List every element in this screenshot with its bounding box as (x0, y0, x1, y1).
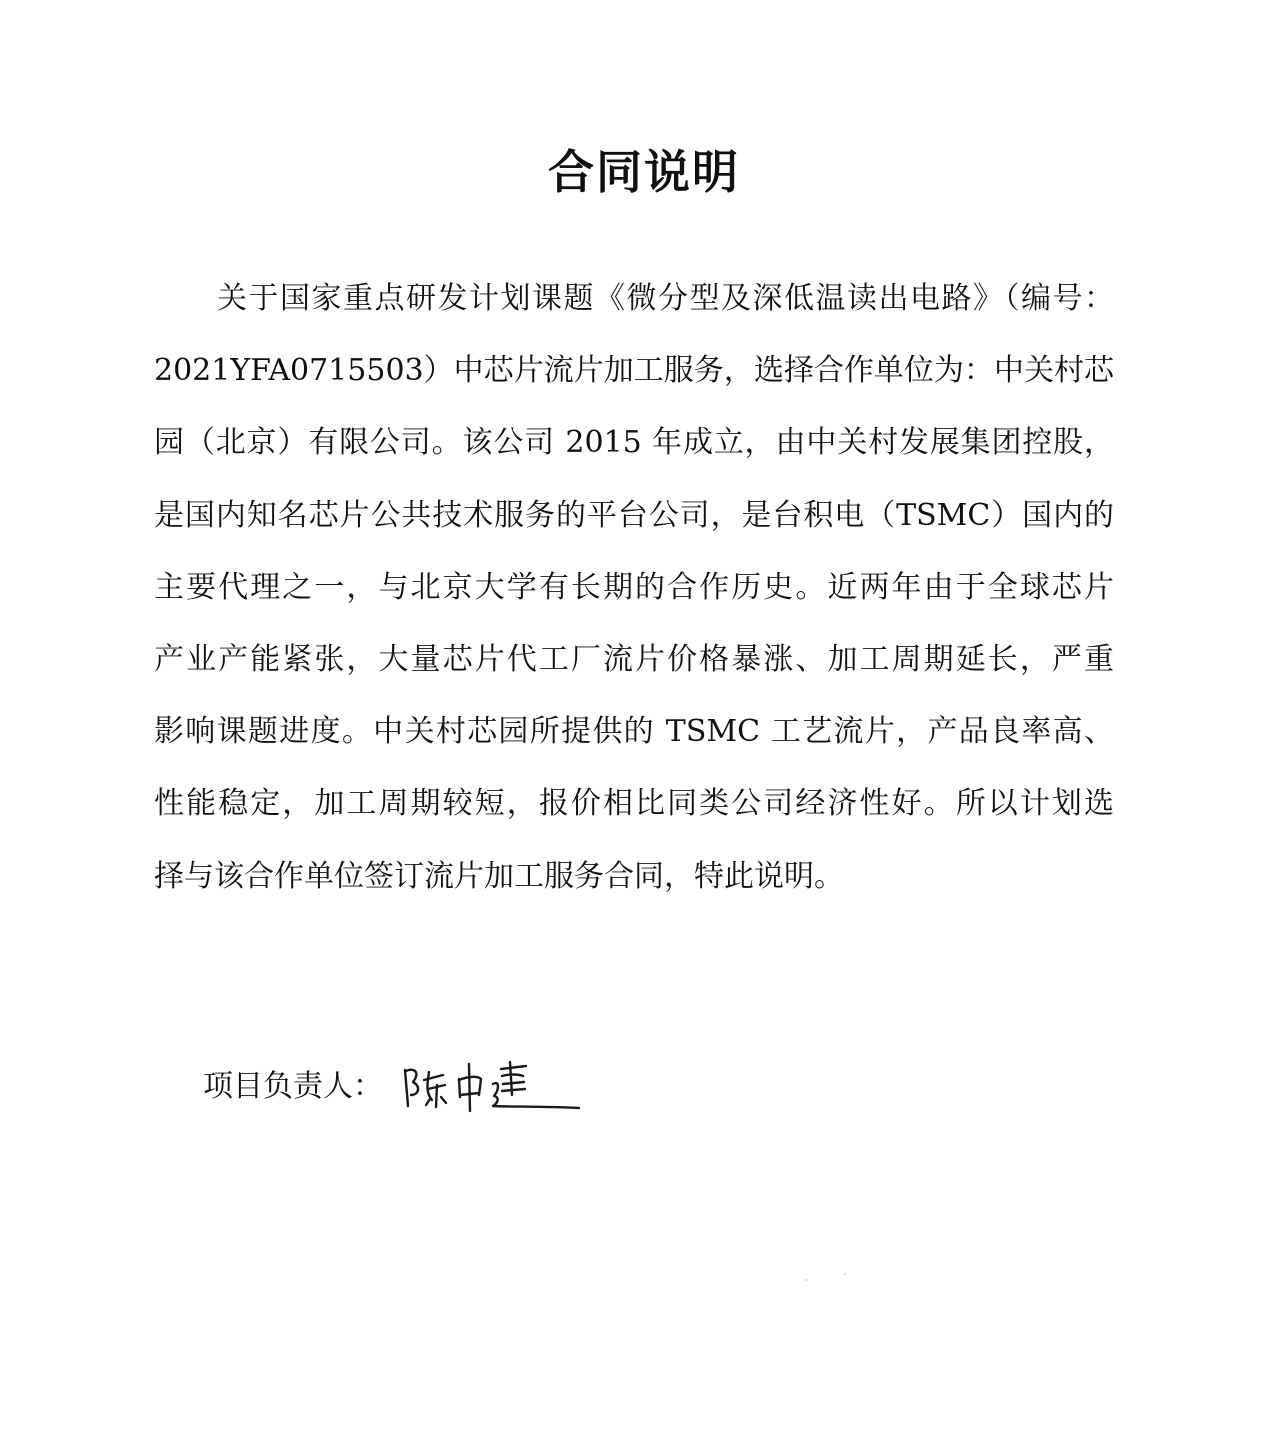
signature-label: 项目负责人： (203, 1069, 383, 1104)
handwritten-signature (399, 1058, 585, 1128)
body-line-6: 产业产能紧张，大量芯片代工厂流片价格暴涨、加工周期延长，严重 (154, 641, 1114, 677)
body-line-1: 关于国家重点研发计划课题《微分型及深低温读出电路》（编号： (154, 281, 1114, 316)
body-line-9: 择与该合作单位签订流片加工服务合同，特此说明。 (154, 858, 844, 894)
body-line-3: 园（北京）有限公司。该公司 2015 年成立，由中关村发展集团控股， (154, 425, 1114, 461)
signature-block (203, 1052, 585, 1122)
body-line-2: 2021YFA0715503）中芯片流片加工服务，选择合作单位为：中关村芯 (154, 353, 1114, 389)
scan-speck (844, 1273, 846, 1275)
document-title: 合同说明 (548, 145, 740, 199)
body-line-5: 主要代理之一，与北京大学有长期的合作历史。近两年由于全球芯片 (154, 569, 1114, 605)
body-line-7: 影响课题进度。中关村芯园所提供的 TSMC 工艺流片，产品良率高、 (154, 714, 1114, 750)
body-line-8: 性能稳定，加工周期较短，报价相比同类公司经济性好。所以计划选 (154, 786, 1114, 822)
body-line-4: 是国内知名芯片公共技术服务的平台公司，是台积电（TSMC）国内的 (154, 497, 1114, 533)
scan-speck (805, 1279, 807, 1281)
document-body (154, 263, 1114, 913)
